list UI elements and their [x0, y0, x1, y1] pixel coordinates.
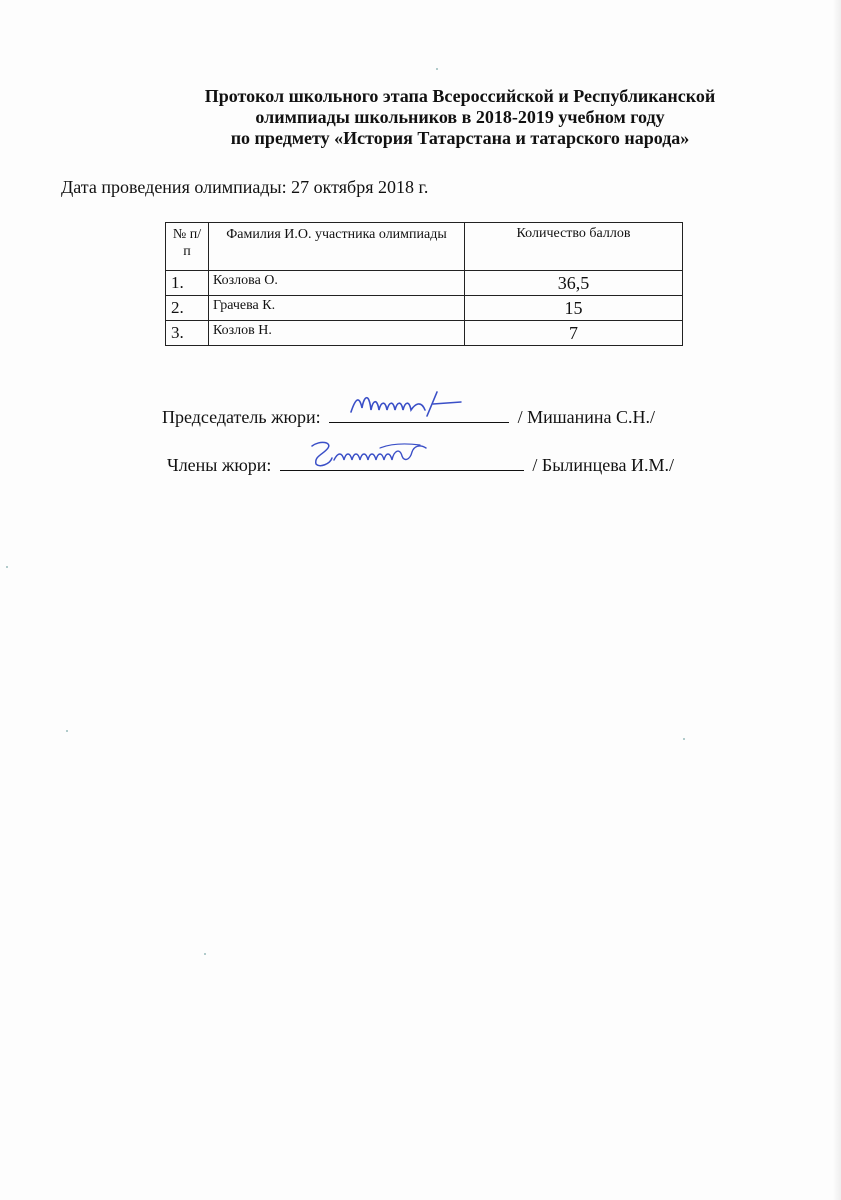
- scan-speck: [6, 566, 8, 568]
- title-line-2: олимпиады школьников в 2018-2019 учебном году: [255, 107, 665, 127]
- row-num: 1.: [166, 271, 209, 296]
- table-row: [166, 321, 683, 346]
- title-line-3: по предмету «История Татарстана и татарского народа»: [230, 128, 690, 148]
- row-num: 3.: [166, 321, 209, 346]
- table-header-row: [166, 223, 683, 271]
- row-name: Козлов Н.: [209, 321, 465, 346]
- scan-speck: [436, 68, 438, 70]
- table-row: [166, 271, 683, 296]
- chair-handwritten-signature: [329, 386, 509, 426]
- members-handwritten-signature: [280, 434, 524, 474]
- row-score: 7: [465, 321, 683, 346]
- chair-signature-line: [162, 404, 655, 428]
- date-line: Дата проведения олимпиады: 27 октября 2018 г.: [61, 177, 429, 197]
- row-name: Козлова О.: [209, 271, 465, 296]
- header-score: Количество баллов: [465, 223, 683, 271]
- header-num: № п/п: [166, 223, 209, 271]
- scan-edge-shadow: [833, 0, 841, 1200]
- document-title: [80, 86, 840, 149]
- members-name: / Былинцева И.М./: [532, 455, 674, 475]
- scan-speck: [683, 738, 685, 740]
- row-name: Грачева К.: [209, 296, 465, 321]
- members-signature-field: [280, 452, 524, 471]
- row-num: 2.: [166, 296, 209, 321]
- table-row: [166, 296, 683, 321]
- members-signature-line: [167, 452, 674, 476]
- row-score: 15: [465, 296, 683, 321]
- members-label: Члены жюри:: [167, 455, 272, 475]
- chair-label: Председатель жюри:: [162, 407, 321, 427]
- chair-signature-field: [329, 404, 509, 423]
- row-score: 36,5: [465, 271, 683, 296]
- scan-speck: [204, 953, 206, 955]
- chair-name: / Мишанина С.Н./: [517, 407, 656, 427]
- title-line-1: Протокол школьного этапа Всероссийской и Республиканской: [204, 86, 716, 106]
- scan-speck: [66, 730, 68, 732]
- header-name: Фамилия И.О. участника олимпиады: [209, 223, 465, 271]
- results-table: [165, 222, 683, 346]
